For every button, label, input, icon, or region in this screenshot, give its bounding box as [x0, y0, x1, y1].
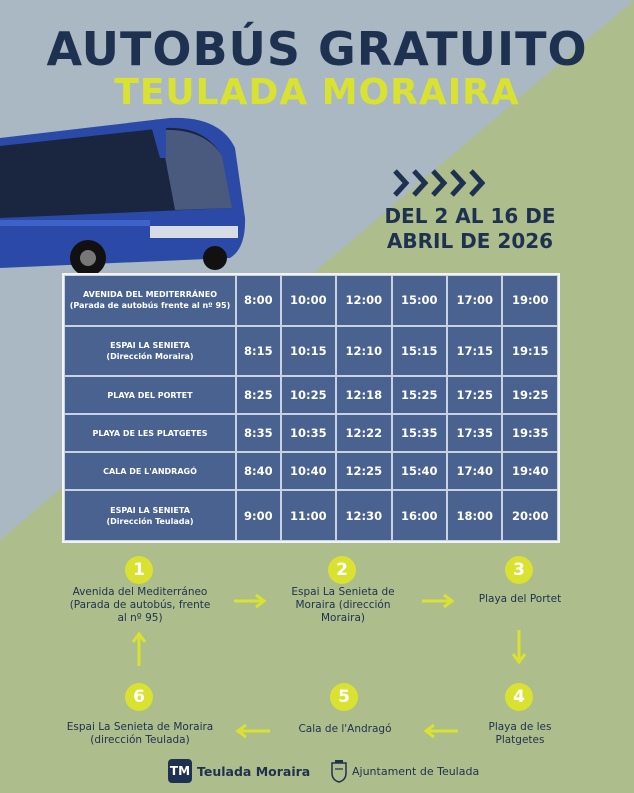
time-cell: 8:35: [236, 414, 281, 452]
table-row: [64, 376, 558, 414]
stop-name: AVENIDA DEL MEDITERRÁNEO: [82, 290, 218, 300]
step-2-circle: 2: [328, 556, 356, 584]
step-2-label: Espai La Senieta de Moraira (dirección Moraira): [291, 586, 395, 624]
table-row: [64, 490, 558, 541]
time-cell: 8:15: [236, 326, 281, 377]
logo-mark: TM: [168, 759, 192, 783]
arrow-left-icon: [420, 722, 460, 740]
time-cell: 11:00: [281, 490, 336, 541]
time-cell: 12:18: [336, 376, 391, 414]
time-cell: 8:40: [236, 452, 281, 490]
stop-name: PLAYA DEL PORTET: [107, 390, 193, 400]
stop-name: CALA DE L'ANDRAGÓ: [103, 466, 197, 476]
time-cell: 18:00: [447, 490, 502, 541]
teulada-moraira-logo: [168, 757, 310, 785]
ajuntament-logo: [330, 757, 479, 785]
time-cell: 19:25: [502, 376, 558, 414]
time-cell: 15:25: [392, 376, 447, 414]
main-title: AUTOBÚS GRATUITO: [46, 22, 588, 76]
stop-name: ESPAI LA SENIETA: [110, 505, 190, 515]
time-cell: 10:15: [281, 326, 336, 377]
time-cell: 19:40: [502, 452, 558, 490]
time-cell: 12:00: [336, 275, 391, 326]
time-cell: 15:15: [392, 326, 447, 377]
bus-illustration: [0, 108, 260, 278]
stop-name-cell: [64, 376, 236, 414]
time-cell: 16:00: [392, 490, 447, 541]
table-row: [64, 326, 558, 377]
step-1-label: Avenida del Mediterráneo (Parada de autobús, frente al nº 95): [69, 586, 211, 624]
time-cell: 17:00: [447, 275, 502, 326]
time-cell: 10:40: [281, 452, 336, 490]
step-6-circle: 6: [125, 683, 153, 711]
chevron-right-icon: [392, 168, 488, 198]
stop-name-cell: [64, 490, 236, 541]
logo2-text: Ajuntament de Teulada: [352, 764, 480, 778]
arrow-up-icon: [130, 628, 148, 668]
arrow-left-icon: [232, 722, 272, 740]
logo1-text: Teulada Moraira: [197, 763, 311, 779]
stop-name: ESPAI LA SENIETA: [110, 340, 190, 350]
stop-name-cell: [64, 326, 236, 377]
step-3-circle: 3: [505, 556, 533, 584]
step-4-circle: 4: [505, 683, 533, 711]
table-row: [64, 414, 558, 452]
time-cell: 17:15: [447, 326, 502, 377]
time-cell: 12:22: [336, 414, 391, 452]
subtitle: TEULADA MORAIRA: [114, 72, 520, 113]
step-5-circle: 5: [330, 683, 358, 711]
time-cell: 8:25: [236, 376, 281, 414]
time-cell: 10:25: [281, 376, 336, 414]
step-6-label: Espai La Senieta de Moraira (dirección Teulada): [66, 721, 214, 746]
schedule-table: [62, 273, 560, 543]
crest-icon: [330, 759, 348, 783]
time-cell: 15:40: [392, 452, 447, 490]
stop-name-cell: [64, 452, 236, 490]
time-cell: 10:00: [281, 275, 336, 326]
time-cell: 15:35: [392, 414, 447, 452]
arrow-right-icon: [232, 592, 272, 610]
step-1-circle: 1: [125, 556, 153, 584]
date-line-1: DEL 2 AL 16 DE: [384, 204, 556, 228]
step-4-label: Playa de les Platgetes: [488, 721, 552, 746]
stop-name-cell: [64, 275, 236, 326]
time-cell: 8:00: [236, 275, 281, 326]
stop-name-cell: [64, 414, 236, 452]
time-cell: 19:35: [502, 414, 558, 452]
stop-name: PLAYA DE LES PLATGETES: [92, 428, 208, 438]
arrow-down-icon: [510, 628, 528, 668]
arrow-right-icon: [420, 592, 460, 610]
step-3-label: Playa del Portet: [478, 593, 562, 605]
date-line-2: ABRIL DE 2026: [386, 229, 554, 253]
time-cell: 17:25: [447, 376, 502, 414]
time-cell: 9:00: [236, 490, 281, 541]
time-cell: 15:00: [392, 275, 447, 326]
table-row: [64, 275, 558, 326]
stop-note: (Dirección Moraira): [106, 351, 194, 361]
table-row: [64, 452, 558, 490]
time-cell: 19:00: [502, 275, 558, 326]
time-cell: 12:30: [336, 490, 391, 541]
time-cell: 20:00: [502, 490, 558, 541]
stop-note: (Parada de autobús frente al nº 95): [69, 301, 231, 311]
stop-note: (Dirección Teulada): [106, 516, 194, 526]
time-cell: 17:35: [447, 414, 502, 452]
step-5-label: Cala de l'Andragó: [298, 723, 392, 735]
time-cell: 12:10: [336, 326, 391, 377]
time-cell: 19:15: [502, 326, 558, 377]
date-range: [370, 204, 570, 254]
time-cell: 10:35: [281, 414, 336, 452]
time-cell: 12:25: [336, 452, 391, 490]
time-cell: 17:40: [447, 452, 502, 490]
